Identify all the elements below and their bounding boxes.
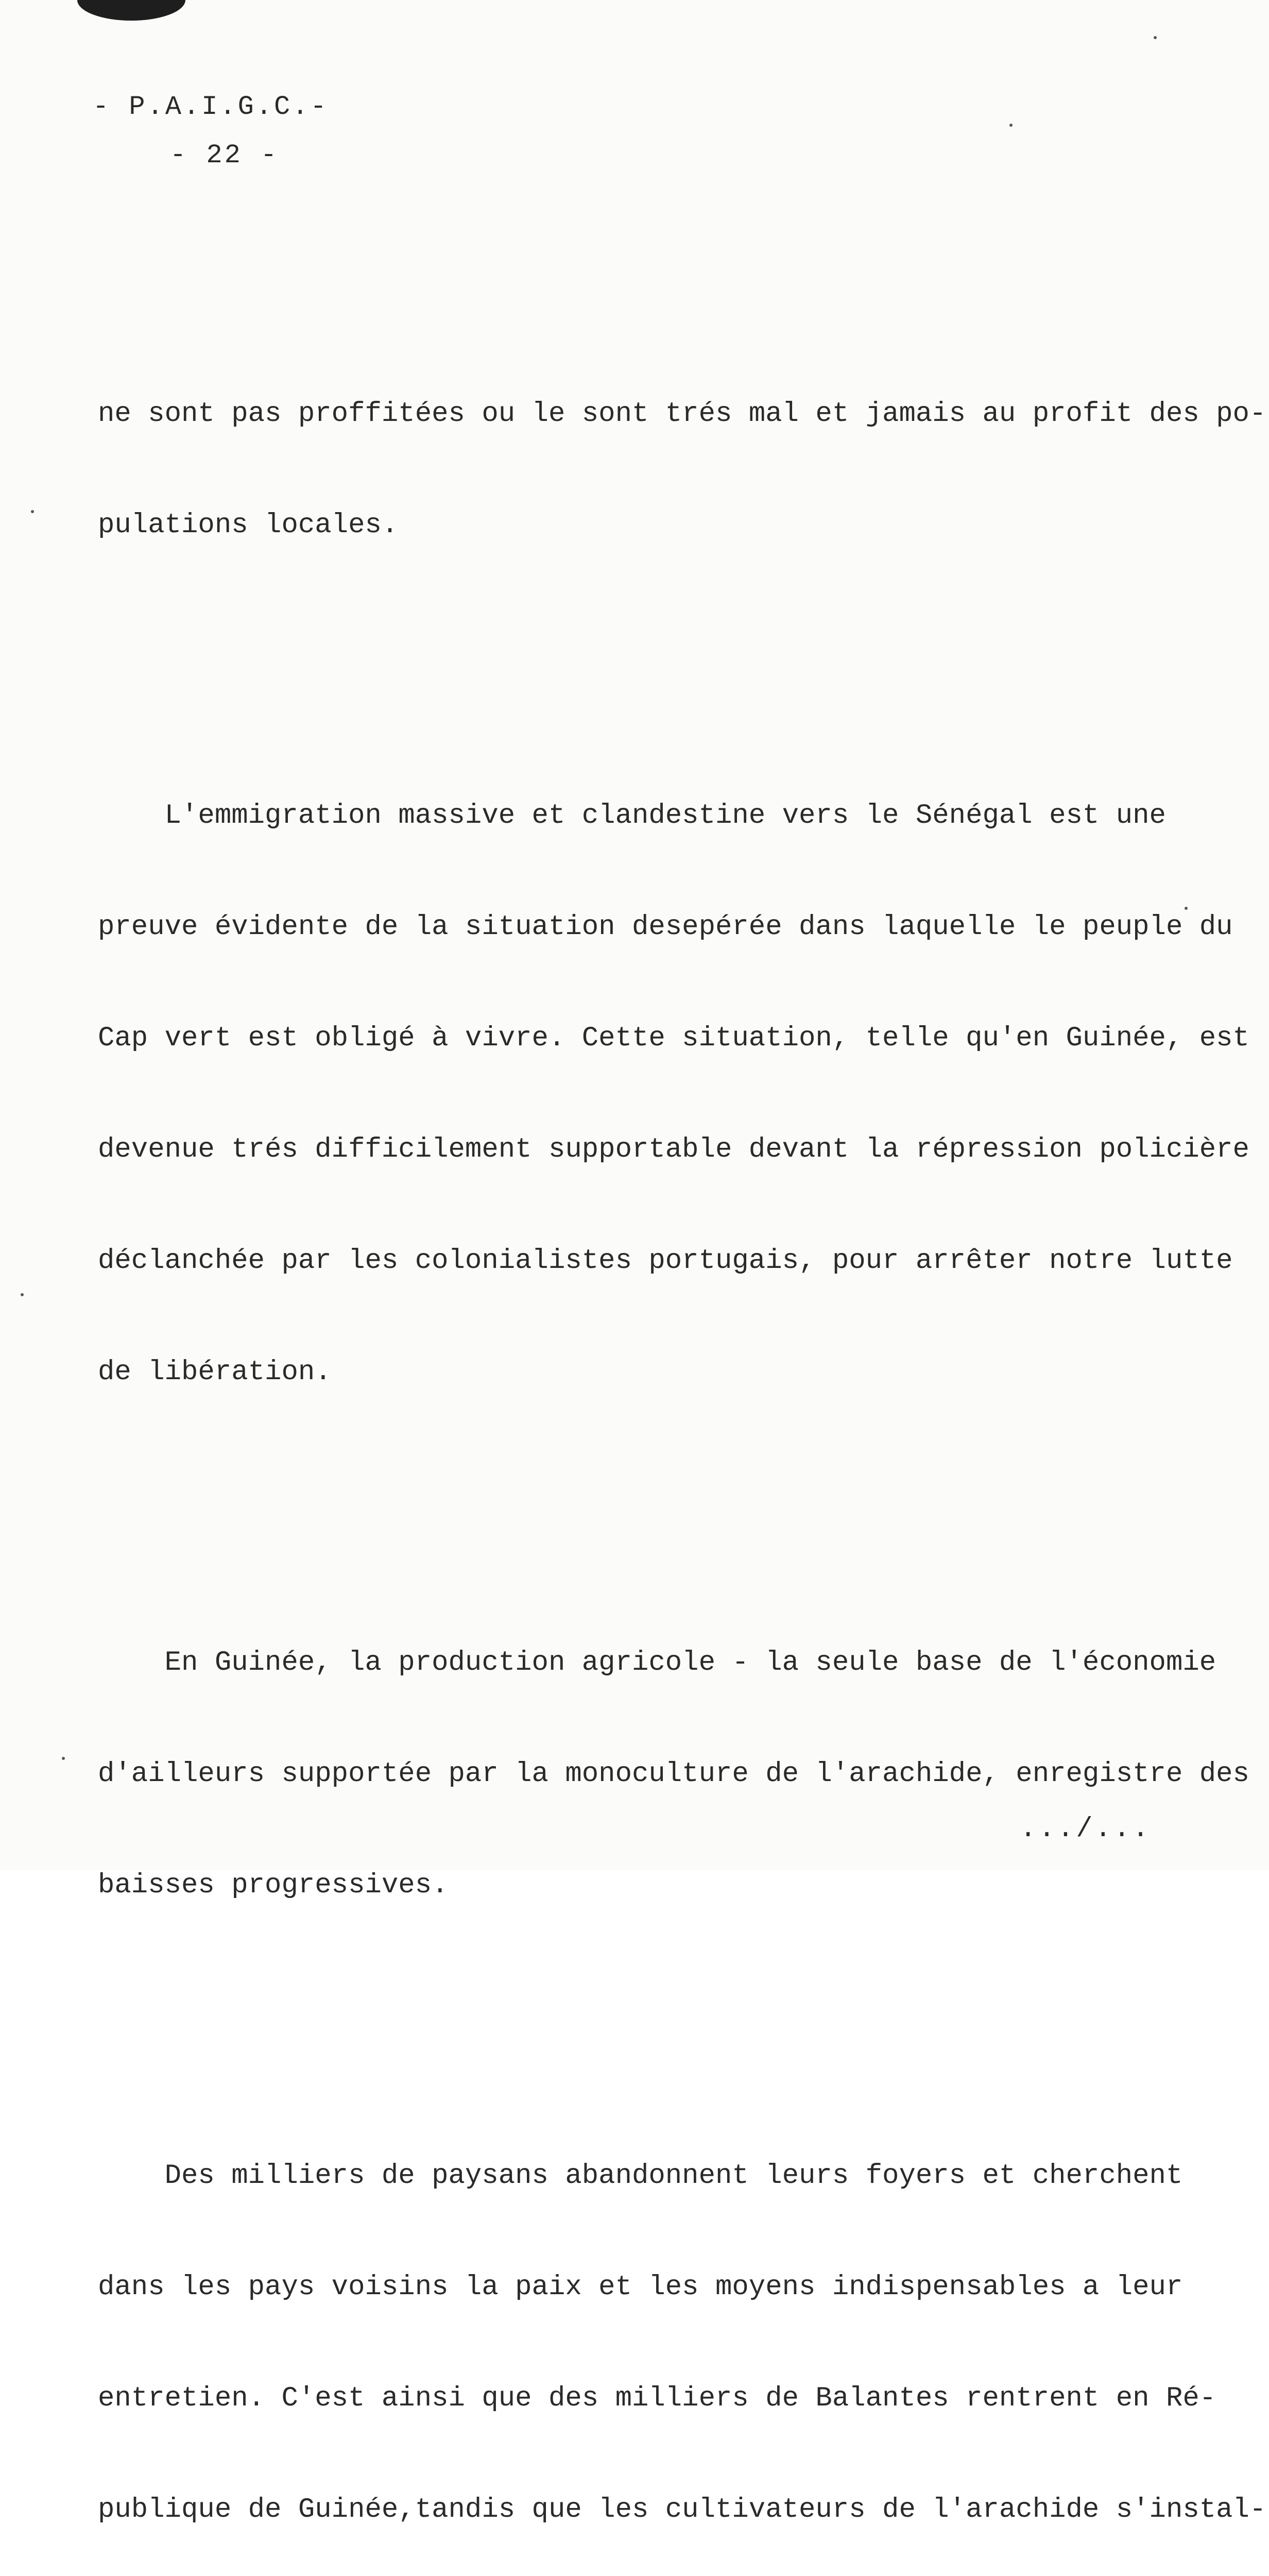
scan-speck	[1154, 36, 1157, 39]
text-line: publique de Guinée,tandis que les cultivateurs de l'arachide s'instal-	[98, 2494, 1266, 2526]
scan-speck	[1009, 124, 1013, 127]
text-line: déclanchée par les colonialistes portugais, pour arrêter notre lutte	[98, 1245, 1233, 1277]
scan-speck	[21, 1293, 24, 1296]
paragraph-4	[98, 2083, 1266, 2576]
scan-speck	[1185, 907, 1188, 910]
paragraph-1	[98, 321, 1266, 618]
text-line: baisses progressives.	[98, 1870, 449, 1901]
text-line: L'emmigration massive et clandestine vers le Sénégal est une	[98, 800, 1166, 832]
ink-blot	[77, 0, 185, 21]
text-line: En Guinée, la production agricole - la seule base de l'économie	[98, 1647, 1216, 1679]
text-line: devenue trés difficilement supportable devant la répression policière	[98, 1134, 1249, 1165]
text-line: Cap vert est obligé à vivre. Cette situation, telle qu'en Guinée, est	[98, 1023, 1249, 1054]
scan-speck	[62, 1757, 65, 1760]
paragraph-3	[98, 1570, 1249, 1978]
paragraph-2	[98, 723, 1249, 1465]
text-line: de libération.	[98, 1357, 332, 1388]
scan-speck	[31, 510, 34, 513]
text-line: ne sont pas proffitées ou le sont trés mal et jamais au profit des po-	[98, 398, 1266, 430]
continuation-mark: .../...	[1020, 1814, 1151, 1845]
text-line: Des milliers de paysans abandonnent leurs foyers et cherchent	[98, 2160, 1183, 2192]
organization-header: - P.A.I.G.C.-	[93, 92, 329, 122]
page-number: - 22 -	[170, 140, 279, 171]
text-line: pulations locales.	[98, 510, 399, 541]
body-text	[98, 247, 1266, 2576]
text-line: entretien. C'est ainsi que des milliers de Balantes rentrent en Ré-	[98, 2383, 1216, 2414]
text-line: d'ailleurs supportée par la monoculture de l'arachide, enregistre des	[98, 1758, 1249, 1790]
text-line: dans les pays voisins la paix et les moyens indispensables a leur	[98, 2272, 1183, 2303]
text-line: preuve évidente de la situation desepérée dans laquelle le peuple du	[98, 911, 1233, 943]
